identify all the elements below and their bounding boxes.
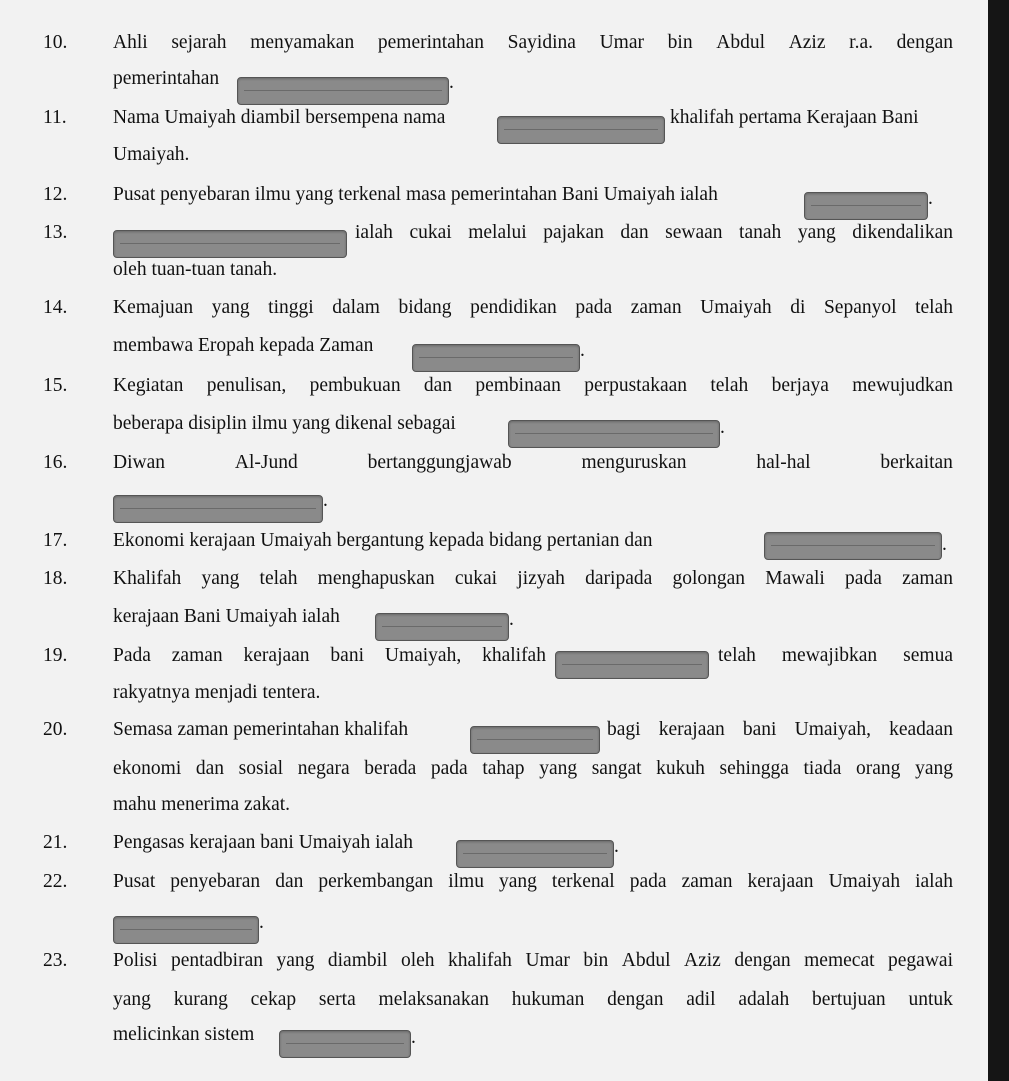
answer-blank[interactable] [412, 344, 580, 372]
answer-blank[interactable] [508, 420, 720, 448]
answer-blank[interactable] [804, 192, 928, 220]
question-number: 21. [43, 832, 68, 853]
question-text: Pada zaman kerajaan bani Umaiyah, khalifah [113, 645, 546, 666]
answer-blank[interactable] [555, 651, 709, 679]
question-text: Polisi pentadbiran yang diambil oleh khalifah Umar bin Abdul Aziz dengan memecat pegawai [113, 950, 953, 971]
question-number: 14. [43, 297, 68, 318]
answer-blank[interactable] [113, 230, 347, 258]
answer-blank[interactable] [279, 1030, 411, 1058]
question-number: 10. [43, 32, 68, 53]
question-number: 23. [43, 950, 68, 971]
question-text: telah mewajibkan semua [718, 645, 953, 666]
question-text: Pengasas kerajaan bani Umaiyah ialah [113, 832, 413, 853]
question-text: yang kurang cekap serta melaksanakan hukuman dengan adil adalah bertujuan untuk [113, 989, 953, 1010]
question-number: 22. [43, 871, 68, 892]
question-text: kerajaan Bani Umaiyah ialah [113, 606, 340, 627]
question-text: Pusat penyebaran ilmu yang terkenal masa pemerintahan Bani Umaiyah ialah [113, 184, 718, 205]
answer-blank[interactable] [113, 495, 323, 523]
question-text: Diwan Al-Jund bertanggungjawab menguruskan hal-hal berkaitan [113, 452, 953, 473]
question-number: 11. [43, 107, 67, 128]
punctuation: . [449, 72, 454, 93]
question-text: Ahli sejarah menyamakan pemerintahan Sayidina Umar bin Abdul Aziz r.a. dengan [113, 32, 953, 53]
question-number: 16. [43, 452, 68, 473]
question-text: oleh tuan-tuan tanah. [113, 259, 278, 280]
answer-blank[interactable] [375, 613, 509, 641]
question-text: Nama Umaiyah diambil bersempena nama [113, 107, 446, 128]
question-text: pemerintahan [113, 68, 220, 89]
answer-blank[interactable] [764, 532, 942, 560]
question-text: ekonomi dan sosial negara berada pada tahap yang sangat kukuh sehingga tiada orang yang [113, 758, 953, 779]
question-text: mahu menerima zakat. [113, 794, 291, 815]
punctuation: . [614, 836, 619, 857]
question-text: ialah cukai melalui pajakan dan sewaan tanah yang dikendalikan [355, 222, 953, 243]
question-text: bagi kerajaan bani Umaiyah, keadaan [607, 719, 953, 740]
question-text: Kemajuan yang tinggi dalam bidang pendidikan pada zaman Umaiyah di Sepanyol telah [113, 297, 953, 318]
question-text: khalifah pertama Kerajaan Bani [670, 107, 919, 128]
punctuation: . [411, 1027, 416, 1048]
question-number: 12. [43, 184, 68, 205]
question-number: 17. [43, 530, 68, 551]
question-text: Ekonomi kerajaan Umaiyah bergantung kepada bidang pertanian dan [113, 530, 653, 551]
punctuation: . [942, 534, 947, 555]
answer-blank[interactable] [456, 840, 614, 868]
question-text: Umaiyah. [113, 144, 190, 165]
punctuation: . [323, 490, 328, 511]
question-number: 18. [43, 568, 68, 589]
punctuation: . [928, 188, 933, 209]
question-text: Khalifah yang telah menghapuskan cukai jizyah daripada golongan Mawali pada zaman [113, 568, 953, 589]
answer-blank[interactable] [497, 116, 665, 144]
punctuation: . [509, 609, 514, 630]
question-text: membawa Eropah kepada Zaman [113, 335, 374, 356]
question-number: 19. [43, 645, 68, 666]
question-number: 15. [43, 375, 68, 396]
question-number: 13. [43, 222, 68, 243]
answer-blank[interactable] [113, 916, 259, 944]
scrollbar-edge [988, 0, 1009, 1081]
question-text: Semasa zaman pemerintahan khalifah [113, 719, 409, 740]
answer-blank[interactable] [470, 726, 600, 754]
question-text: Pusat penyebaran dan perkembangan ilmu yang terkenal pada zaman kerajaan Umaiyah ialah [113, 871, 953, 892]
question-text: rakyatnya menjadi tentera. [113, 682, 321, 703]
punctuation: . [259, 912, 264, 933]
question-text: Kegiatan penulisan, pembukuan dan pembinaan perpustakaan telah berjaya mewujudkan [113, 375, 953, 396]
question-text: melicinkan sistem [113, 1024, 255, 1045]
question-text: beberapa disiplin ilmu yang dikenal sebagai [113, 413, 456, 434]
punctuation: . [580, 340, 585, 361]
question-number: 20. [43, 719, 68, 740]
answer-blank[interactable] [237, 77, 449, 105]
punctuation: . [720, 417, 725, 438]
